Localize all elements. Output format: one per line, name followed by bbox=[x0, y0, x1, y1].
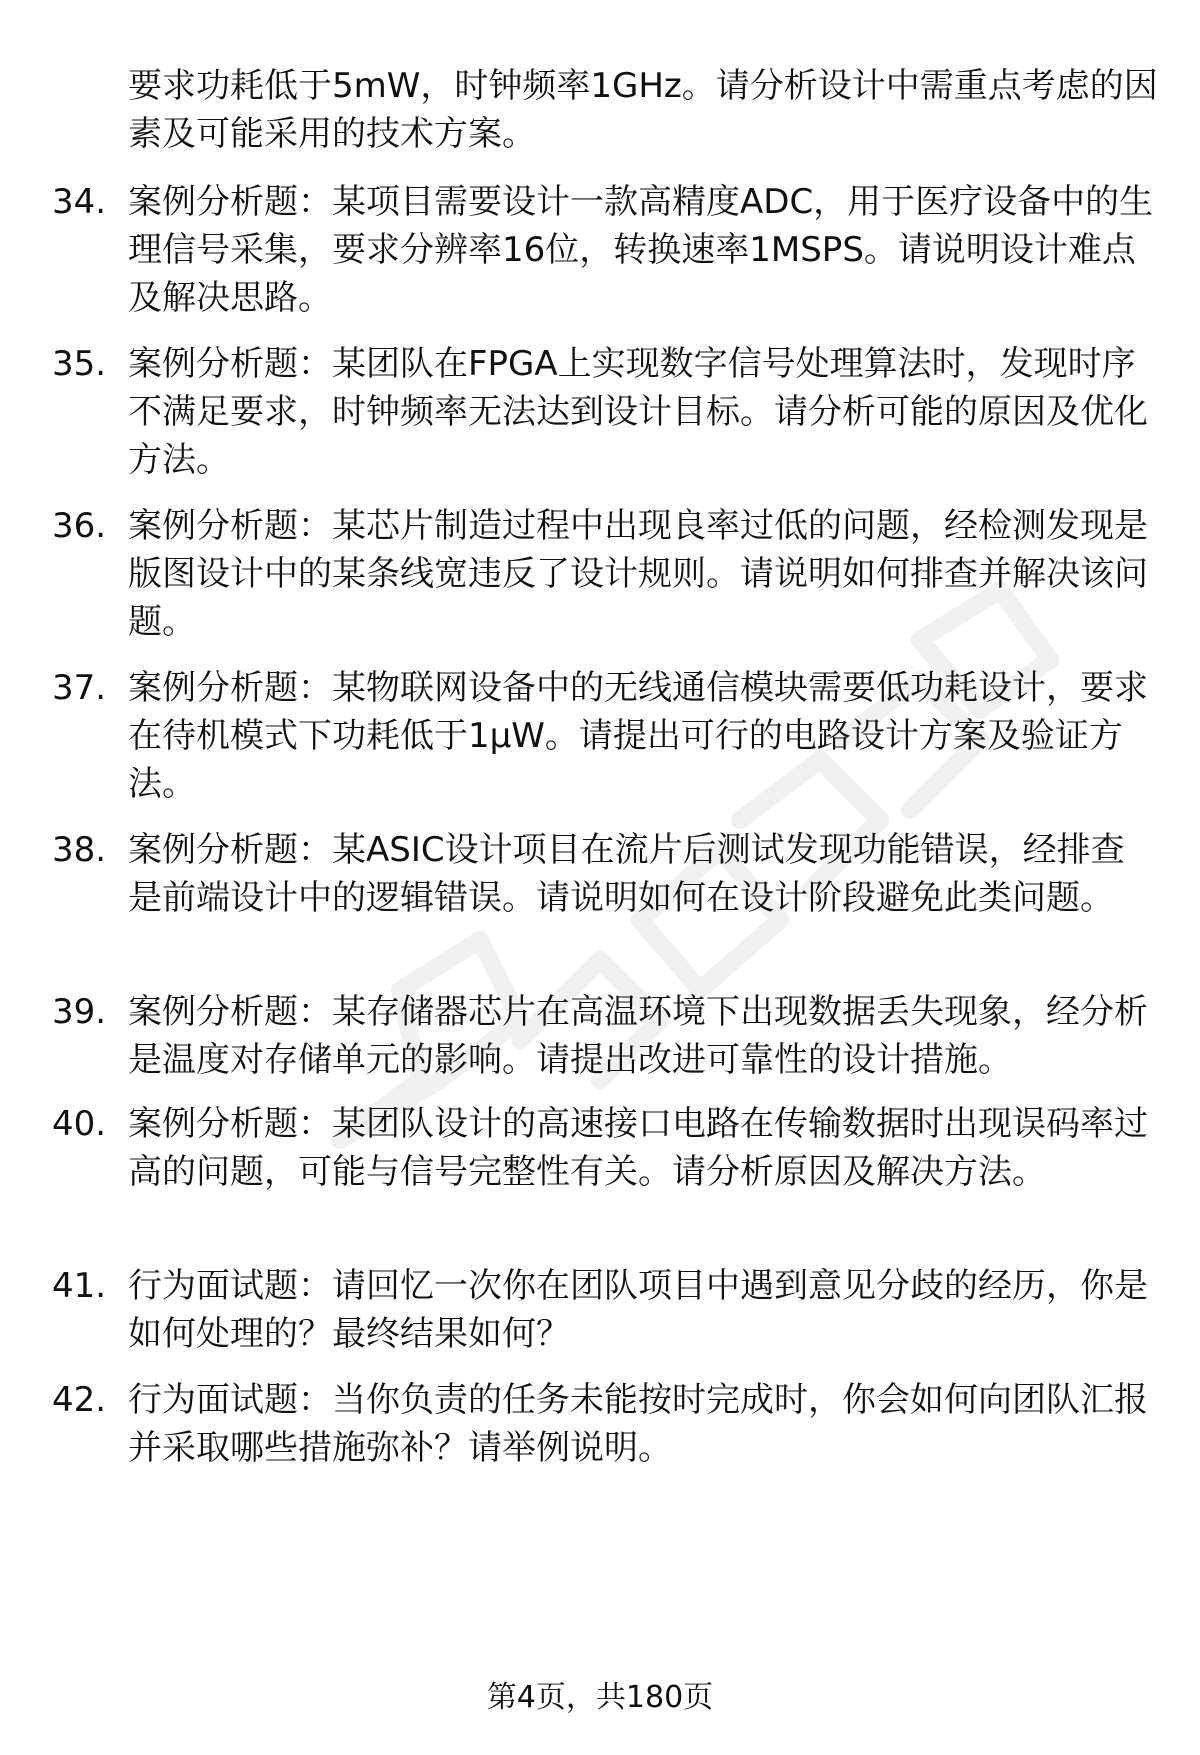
page-footer: 第4页，共180页 bbox=[486, 1680, 714, 1715]
question-number: 42. bbox=[52, 1380, 107, 1420]
question-text: 行为面试题：当你负责的任务未能按时完成时，你会如何向团队汇报并采取哪些措施弥补？请举例说明。 bbox=[128, 1380, 1148, 1468]
question-number: 41. bbox=[52, 1266, 107, 1306]
question-number: 39. bbox=[52, 992, 107, 1032]
question-text: 案例分析题：某团队设计的高速接口电路在传输数据时出现误码率过高的问题，可能与信号完整性有关。请分析原因及解决方法。 bbox=[128, 1104, 1148, 1192]
question-number: 38. bbox=[52, 830, 107, 870]
question-text: 案例分析题：某团队在FPGA上实现数字信号处理算法时，发现时序不满足要求，时钟频率无法达到设计目标。请分析可能的原因及优化方法。 bbox=[128, 344, 1148, 480]
question-text: 案例分析题：某存储器芯片在高温环境下出现数据丢失现象，经分析是温度对存储单元的影响。请提出改进可靠性的设计措施。 bbox=[128, 992, 1148, 1080]
continuation-text: 要求功耗低于5mW，时钟频率1GHz。请分析设计中需重点考虑的因素及可能采用的技术方案。 bbox=[128, 66, 1158, 154]
question-text: 案例分析题：某项目需要设计一款高精度ADC，用于医疗设备中的生理信号采集，要求分辨率16位，转换速率1MSPS。请说明设计难点及解决思路。 bbox=[128, 182, 1154, 318]
question-number: 34. bbox=[52, 182, 107, 222]
question-number: 35. bbox=[52, 344, 107, 384]
question-text: 案例分析题：某ASIC设计项目在流片后测试发现功能错误，经排查是前端设计中的逻辑错误。请说明如何在设计阶段避免此类问题。 bbox=[128, 830, 1125, 918]
question-number: 37. bbox=[52, 668, 107, 708]
question-text: 行为面试题：请回忆一次你在团队项目中遇到意见分歧的经历，你是如何处理的？最终结果如何？ bbox=[128, 1266, 1148, 1354]
question-number: 40. bbox=[52, 1104, 107, 1144]
question-number: 36. bbox=[52, 506, 107, 546]
question-text: 案例分析题：某芯片制造过程中出现良率过低的问题，经检测发现是版图设计中的某条线宽违反了设计规则。请说明如何排查并解决该问题。 bbox=[128, 506, 1148, 642]
question-text: 案例分析题：某物联网设备中的无线通信模块需要低功耗设计，要求在待机模式下功耗低于1μW。请提出可行的电路设计方案及验证方法。 bbox=[128, 668, 1148, 804]
